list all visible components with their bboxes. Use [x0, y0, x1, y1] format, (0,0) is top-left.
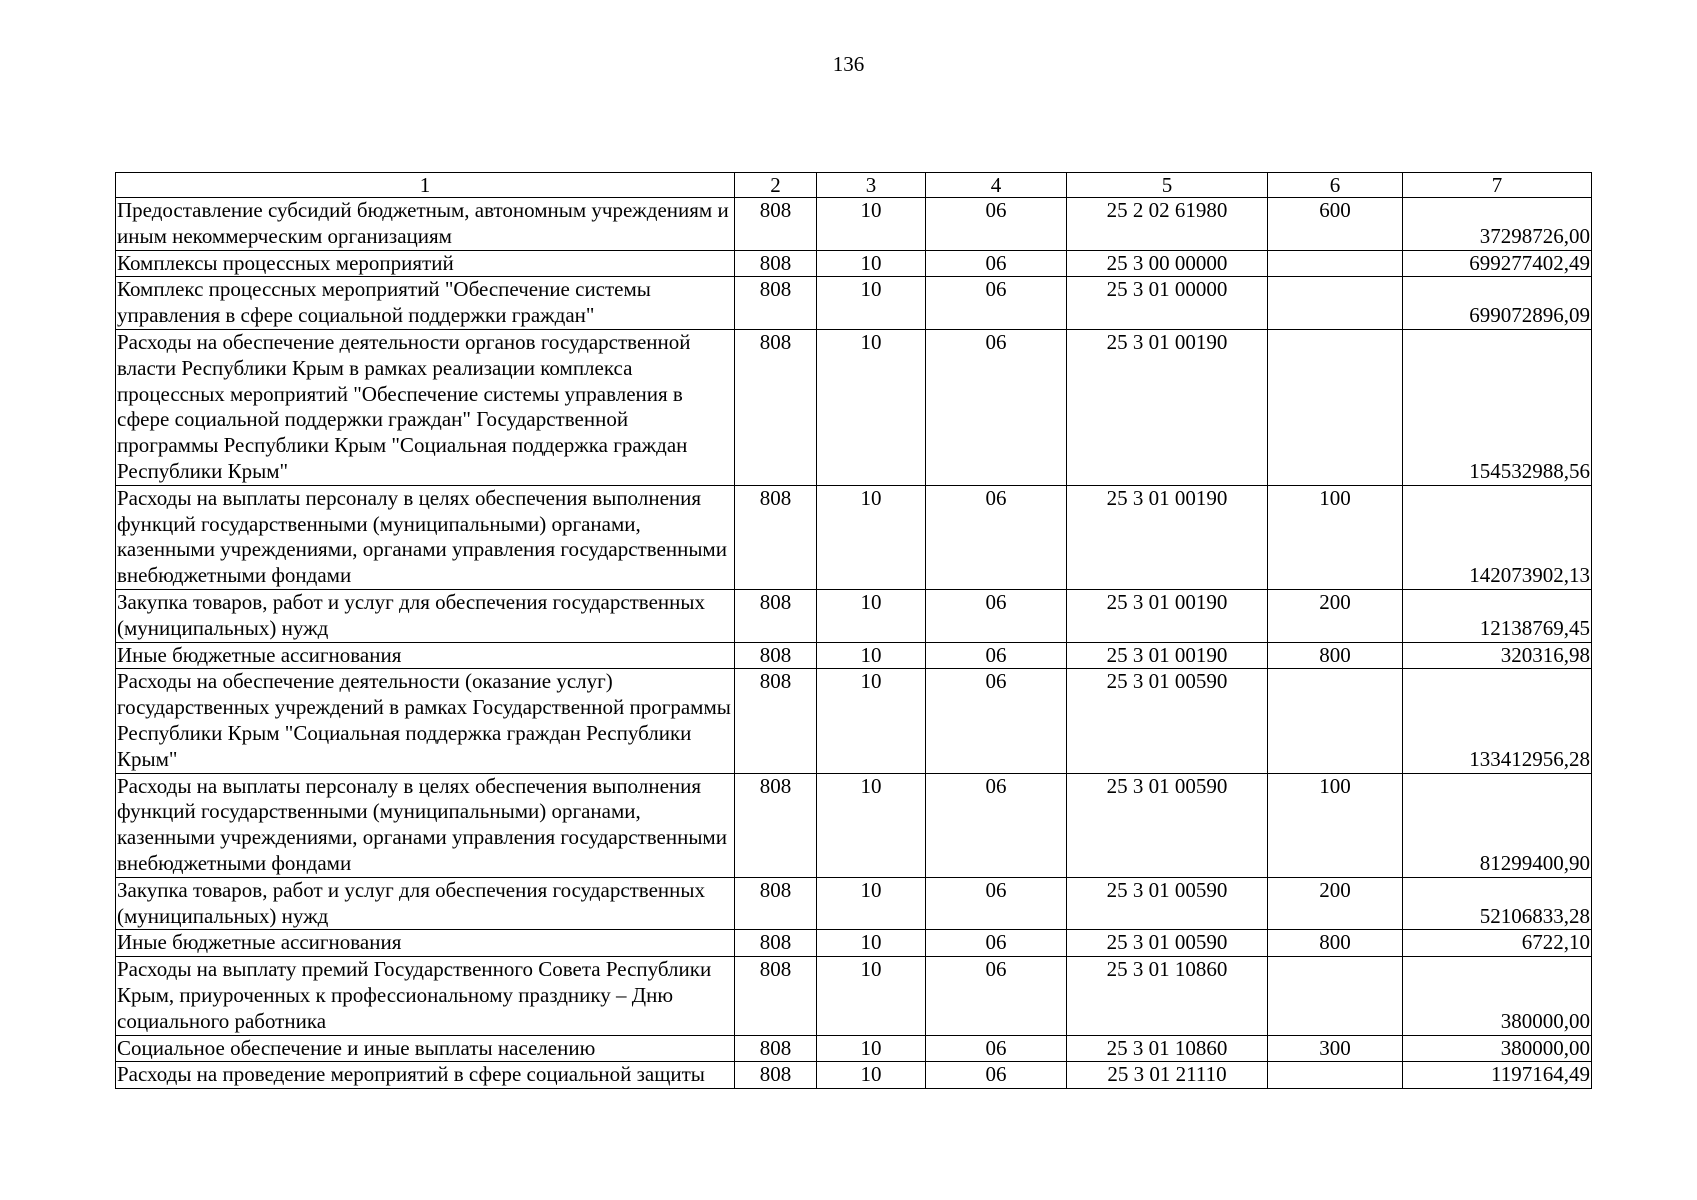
section-code-cell: 10	[817, 329, 926, 485]
expense-name-cell: Закупка товаров, работ и услуг для обеспечения государственных (муниципальных) нужд	[116, 589, 735, 642]
section-code-cell: 10	[817, 250, 926, 277]
section-code-cell: 10	[817, 485, 926, 589]
expense-name-cell: Расходы на проведение мероприятий в сфере социальной защиты	[116, 1062, 735, 1089]
expense-type-cell: 600	[1268, 198, 1403, 251]
expense-type-cell	[1268, 669, 1403, 773]
table-header-row	[116, 173, 1592, 198]
target-article-cell: 25 3 01 00590	[1067, 669, 1268, 773]
ministry-code-cell: 808	[735, 485, 817, 589]
subsection-code-cell: 06	[926, 642, 1067, 669]
section-code-cell: 10	[817, 589, 926, 642]
section-code-cell: 10	[817, 773, 926, 877]
amount-cell: 380000,00	[1403, 1035, 1592, 1062]
header-cell-7: 7	[1403, 173, 1592, 198]
expense-type-cell	[1268, 250, 1403, 277]
section-code-cell: 10	[817, 277, 926, 330]
target-article-cell: 25 3 01 21110	[1067, 1062, 1268, 1089]
section-code-cell: 10	[817, 930, 926, 957]
section-code-cell: 10	[817, 877, 926, 930]
target-article-cell: 25 3 01 00590	[1067, 773, 1268, 877]
amount-cell: 6722,10	[1403, 930, 1592, 957]
expense-type-cell: 100	[1268, 773, 1403, 877]
expense-type-cell: 200	[1268, 877, 1403, 930]
subsection-code-cell: 06	[926, 669, 1067, 773]
amount-cell: 12138769,45	[1403, 589, 1592, 642]
target-article-cell: 25 3 01 00190	[1067, 589, 1268, 642]
subsection-code-cell: 06	[926, 957, 1067, 1035]
table-row	[116, 1035, 1592, 1062]
table-row	[116, 1062, 1592, 1089]
target-article-cell: 25 3 00 00000	[1067, 250, 1268, 277]
header-cell-3: 3	[817, 173, 926, 198]
ministry-code-cell: 808	[735, 277, 817, 330]
target-article-cell: 25 3 01 00190	[1067, 642, 1268, 669]
target-article-cell: 25 3 01 00590	[1067, 877, 1268, 930]
subsection-code-cell: 06	[926, 930, 1067, 957]
amount-cell: 699277402,49	[1403, 250, 1592, 277]
table-row	[116, 250, 1592, 277]
subsection-code-cell: 06	[926, 198, 1067, 251]
subsection-code-cell: 06	[926, 250, 1067, 277]
header-cell-6: 6	[1268, 173, 1403, 198]
section-code-cell: 10	[817, 669, 926, 773]
target-article-cell: 25 3 01 00000	[1067, 277, 1268, 330]
table-row	[116, 669, 1592, 773]
amount-cell: 81299400,90	[1403, 773, 1592, 877]
expense-type-cell	[1268, 277, 1403, 330]
section-code-cell: 10	[817, 1062, 926, 1089]
expense-name-cell: Расходы на обеспечение деятельности органов государственной власти Республики Крым в рамках реализации комплекса процессных мероприятий "Обеспечение системы управления в сфере социальной поддержки граждан" Государственной программы Республики Крым "Социальная поддержка граждан Республики Крым"	[116, 329, 735, 485]
table-row	[116, 877, 1592, 930]
expense-name-cell: Расходы на выплаты персоналу в целях обеспечения выполнения функций государственными (муниципальными) органами, казенными учреждениями, органами управления государственными внебюджетными фондами	[116, 485, 735, 589]
expense-name-cell: Расходы на выплаты персоналу в целях обеспечения выполнения функций государственными (муниципальными) органами, казенными учреждениями, органами управления государственными внебюджетными фондами	[116, 773, 735, 877]
expense-type-cell	[1268, 957, 1403, 1035]
target-article-cell: 25 3 01 00590	[1067, 930, 1268, 957]
table-row	[116, 277, 1592, 330]
section-code-cell: 10	[817, 1035, 926, 1062]
target-article-cell: 25 3 01 00190	[1067, 485, 1268, 589]
table-row	[116, 589, 1592, 642]
subsection-code-cell: 06	[926, 485, 1067, 589]
amount-cell: 133412956,28	[1403, 669, 1592, 773]
subsection-code-cell: 06	[926, 589, 1067, 642]
amount-cell: 154532988,56	[1403, 329, 1592, 485]
ministry-code-cell: 808	[735, 773, 817, 877]
amount-cell: 1197164,49	[1403, 1062, 1592, 1089]
ministry-code-cell: 808	[735, 589, 817, 642]
page-number: 136	[832, 52, 865, 76]
ministry-code-cell: 808	[735, 669, 817, 773]
expense-type-cell: 100	[1268, 485, 1403, 589]
section-code-cell: 10	[817, 957, 926, 1035]
amount-cell: 142073902,13	[1403, 485, 1592, 589]
expense-name-cell: Иные бюджетные ассигнования	[116, 930, 735, 957]
ministry-code-cell: 808	[735, 957, 817, 1035]
target-article-cell: 25 3 01 00190	[1067, 329, 1268, 485]
target-article-cell: 25 3 01 10860	[1067, 957, 1268, 1035]
table-row	[116, 198, 1592, 251]
ministry-code-cell: 808	[735, 329, 817, 485]
expense-name-cell: Комплексы процессных мероприятий	[116, 250, 735, 277]
expense-name-cell: Расходы на обеспечение деятельности (оказание услуг) государственных учреждений в рамках Государственной программы Республики Крым "Социальная поддержка граждан Республики Крым"	[116, 669, 735, 773]
section-code-cell: 10	[817, 642, 926, 669]
subsection-code-cell: 06	[926, 1035, 1067, 1062]
amount-cell: 37298726,00	[1403, 198, 1592, 251]
expense-type-cell: 800	[1268, 642, 1403, 669]
section-code-cell: 10	[817, 198, 926, 251]
subsection-code-cell: 06	[926, 1062, 1067, 1089]
table-body	[116, 173, 1592, 1089]
expense-type-cell: 300	[1268, 1035, 1403, 1062]
subsection-code-cell: 06	[926, 277, 1067, 330]
expense-name-cell: Расходы на выплату премий Государственного Совета Республики Крым, приуроченных к профессиональному празднику – Дню социального работника	[116, 957, 735, 1035]
subsection-code-cell: 06	[926, 329, 1067, 485]
ministry-code-cell: 808	[735, 877, 817, 930]
ministry-code-cell: 808	[735, 250, 817, 277]
budget-table	[115, 172, 1592, 1089]
header-cell-1: 1	[116, 173, 735, 198]
table-row	[116, 485, 1592, 589]
target-article-cell: 25 3 01 10860	[1067, 1035, 1268, 1062]
amount-cell: 699072896,09	[1403, 277, 1592, 330]
expense-name-cell: Социальное обеспечение и иные выплаты населению	[116, 1035, 735, 1062]
expense-type-cell	[1268, 329, 1403, 485]
ministry-code-cell: 808	[735, 1035, 817, 1062]
expense-type-cell: 800	[1268, 930, 1403, 957]
ministry-code-cell: 808	[735, 1062, 817, 1089]
expense-name-cell: Закупка товаров, работ и услуг для обеспечения государственных (муниципальных) нужд	[116, 877, 735, 930]
expense-type-cell: 200	[1268, 589, 1403, 642]
header-cell-5: 5	[1067, 173, 1268, 198]
amount-cell: 320316,98	[1403, 642, 1592, 669]
expense-name-cell: Комплекс процессных мероприятий "Обеспечение системы управления в сфере социальной поддержки граждан"	[116, 277, 735, 330]
table-row	[116, 329, 1592, 485]
expense-name-cell: Предоставление субсидий бюджетным, автономным учреждениям и иным некоммерческим организациям	[116, 198, 735, 251]
ministry-code-cell: 808	[735, 642, 817, 669]
amount-cell: 380000,00	[1403, 957, 1592, 1035]
amount-cell: 52106833,28	[1403, 877, 1592, 930]
subsection-code-cell: 06	[926, 877, 1067, 930]
table-row	[116, 930, 1592, 957]
header-cell-2: 2	[735, 173, 817, 198]
table-row	[116, 957, 1592, 1035]
expense-name-cell: Иные бюджетные ассигнования	[116, 642, 735, 669]
subsection-code-cell: 06	[926, 773, 1067, 877]
ministry-code-cell: 808	[735, 930, 817, 957]
expense-type-cell	[1268, 1062, 1403, 1089]
table-row	[116, 642, 1592, 669]
table-row	[116, 773, 1592, 877]
ministry-code-cell: 808	[735, 198, 817, 251]
header-cell-4: 4	[926, 173, 1067, 198]
target-article-cell: 25 2 02 61980	[1067, 198, 1268, 251]
